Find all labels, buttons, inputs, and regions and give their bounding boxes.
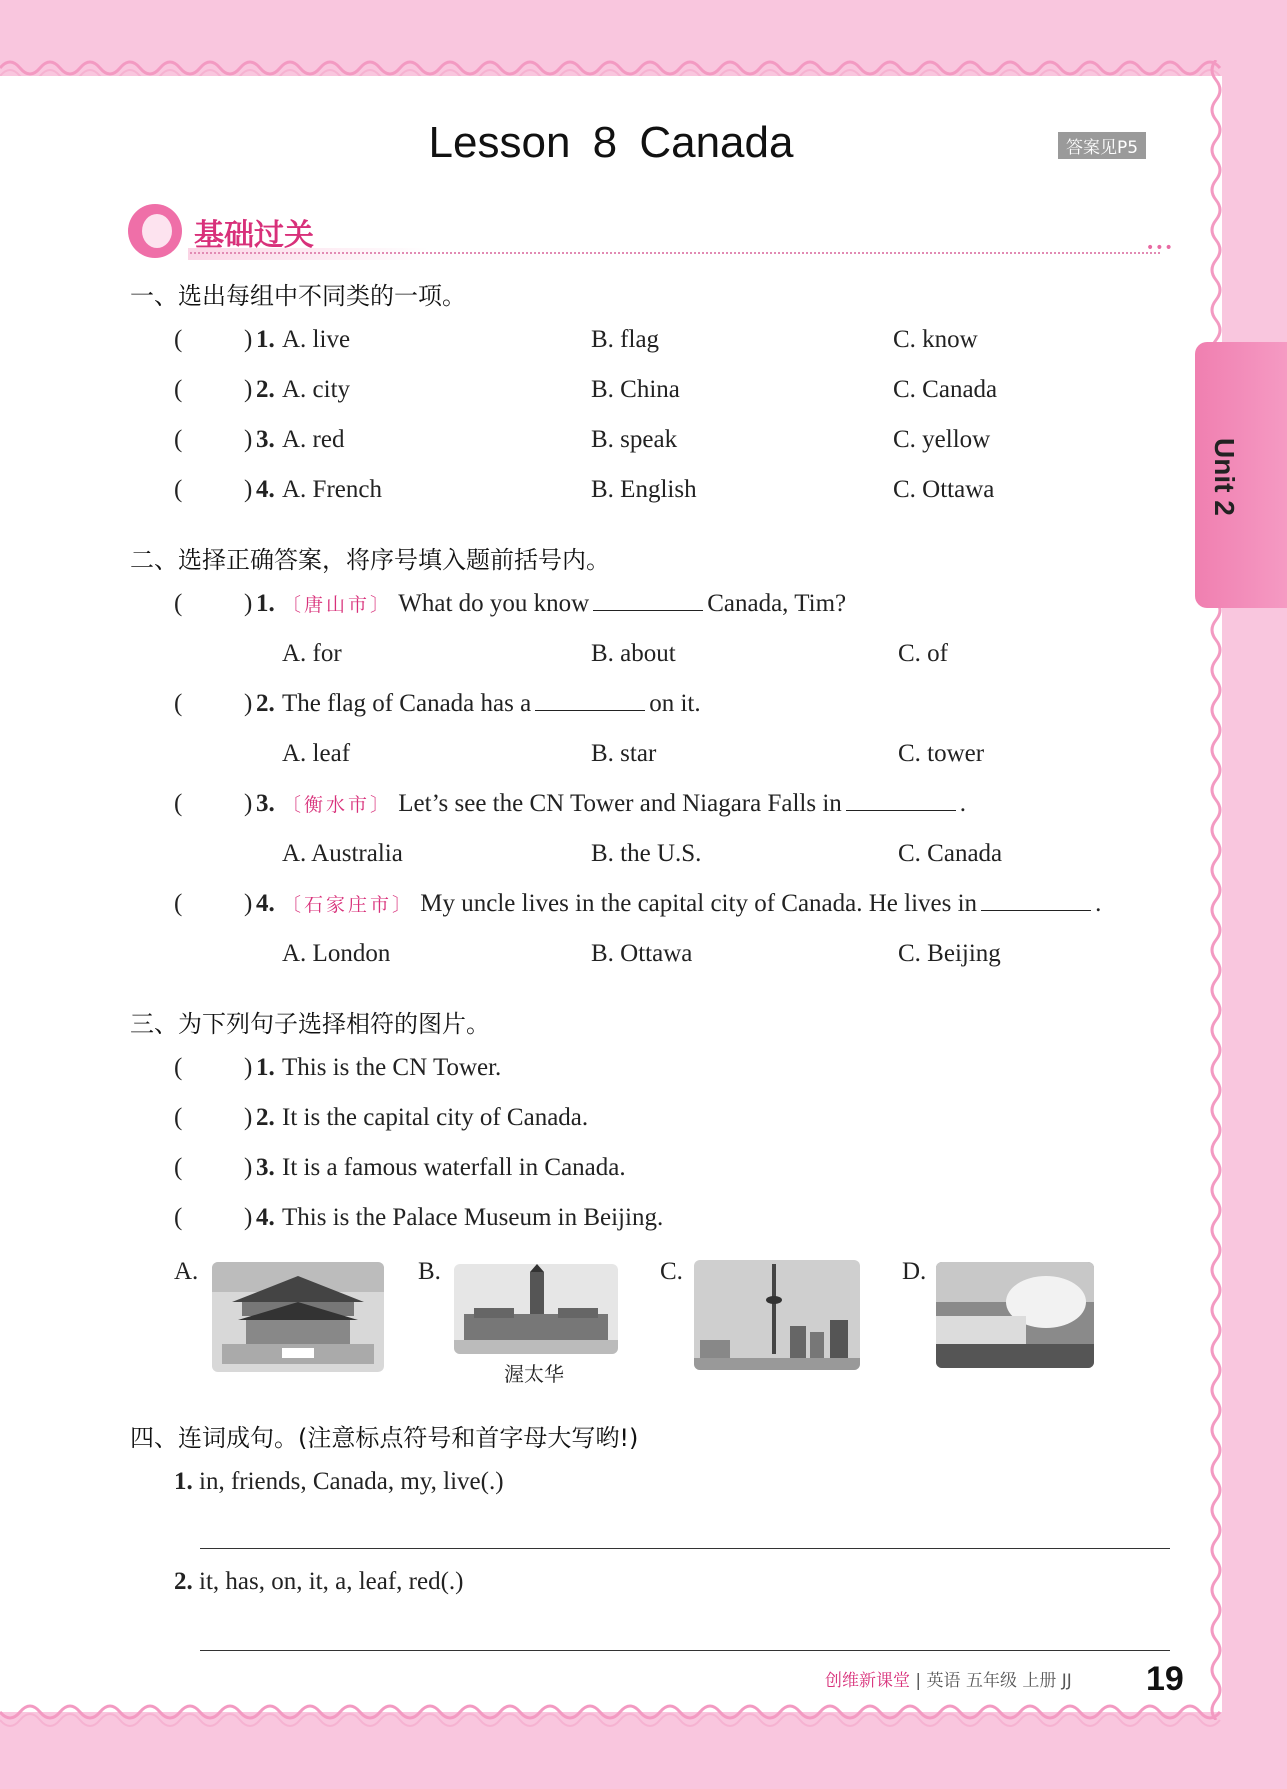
- question-number: 2.: [256, 376, 275, 403]
- source-tag: 〔唐山市〕: [282, 594, 393, 616]
- word-list: in, friends, Canada, my, live(.): [199, 1468, 504, 1495]
- option-c: C. yellow: [893, 426, 991, 453]
- option-b: B. star: [591, 740, 657, 767]
- option-a: A. Australia: [282, 840, 403, 867]
- option-a: A. city: [282, 376, 351, 403]
- part2-question-3: [0, 790, 1222, 826]
- option-c: C. of: [898, 640, 948, 667]
- question-number: 3.: [256, 426, 275, 453]
- answer-paren-close: ): [244, 690, 253, 717]
- option-a: A. French: [282, 476, 382, 503]
- answer-reference-badge: 答案见P5: [1058, 132, 1146, 159]
- question-number: 1.: [256, 1054, 275, 1081]
- option-c: C. Canada: [898, 840, 1003, 867]
- part3-heading: 三、为下列句子选择相符的图片。: [130, 1010, 490, 1038]
- answer-paren-close: ): [244, 1104, 253, 1131]
- answer-paren-open: (: [174, 1054, 183, 1081]
- question-number: 1.: [174, 1468, 193, 1495]
- part4-heading: 四、连词成句。(注意标点符号和首字母大写哟!): [130, 1424, 639, 1452]
- option-c: C. Ottawa: [893, 476, 995, 503]
- option-c: C. Beijing: [898, 940, 1001, 967]
- answer-paren-close: ): [244, 426, 253, 453]
- picture-d-label: D.: [902, 1258, 927, 1285]
- answer-paren-open: (: [174, 476, 183, 503]
- question-number: 2.: [174, 1568, 193, 1595]
- section-header: [128, 200, 1174, 260]
- question-number: 4.: [256, 476, 275, 503]
- answer-line-1[interactable]: [200, 1548, 1170, 1549]
- question-number: 4.: [256, 890, 275, 917]
- ottawa-parliament-picture: [454, 1264, 618, 1354]
- answer-paren-open: (: [174, 376, 183, 403]
- niagara-falls-picture: [936, 1262, 1094, 1368]
- source-tag: 〔石家庄市〕: [282, 894, 415, 916]
- part1-question-3: [0, 426, 1222, 462]
- part1-question-2: [0, 376, 1222, 412]
- fill-blank: [535, 709, 645, 711]
- option-a: A. live: [282, 326, 351, 353]
- option-b: B. the U.S.: [591, 840, 702, 867]
- part2-heading: 二、选择正确答案，将序号填入题前括号内。: [130, 546, 610, 574]
- source-tag: 〔衡水市〕: [282, 794, 393, 816]
- answer-paren-close: ): [244, 590, 253, 617]
- answer-paren-close: ): [244, 476, 253, 503]
- question-number: 2.: [256, 690, 275, 717]
- fill-blank: [981, 909, 1091, 911]
- answer-paren-close: ): [244, 790, 253, 817]
- answer-paren-close: ): [244, 326, 253, 353]
- question-text: It is a famous waterfall in Canada.: [282, 1154, 626, 1181]
- fill-blank: [593, 609, 703, 611]
- question-number: 3.: [256, 1154, 275, 1181]
- part2-question-2: [0, 690, 1222, 726]
- picture-b-caption: 渥太华: [504, 1362, 564, 1386]
- footer-info: [825, 1666, 1072, 1691]
- part3-question-3: [0, 1154, 1222, 1190]
- option-b: B. about: [591, 640, 676, 667]
- question-number: 1.: [256, 590, 275, 617]
- answer-paren-close: ): [244, 1154, 253, 1181]
- part2-options-3: [0, 840, 1222, 876]
- footer-book-info: | 英语 五年级 上册 JJ: [915, 1671, 1072, 1691]
- option-a: A. for: [282, 640, 342, 667]
- answer-paren-open: (: [174, 426, 183, 453]
- stem-text: The flag of Canada has a: [282, 690, 532, 717]
- answer-paren-open: (: [174, 326, 183, 353]
- picture-b-label: B.: [418, 1258, 441, 1285]
- option-c: C. tower: [898, 740, 985, 767]
- picture-a-label: A.: [174, 1258, 199, 1285]
- picture-c-label: C.: [660, 1258, 683, 1285]
- option-a: A. red: [282, 426, 345, 453]
- cartoon-avatar-icon: [128, 204, 182, 258]
- answer-paren-open: (: [174, 890, 183, 917]
- part1-question-1: [0, 326, 1222, 362]
- bottom-wave-border: [0, 1698, 1287, 1738]
- part4-question-1: [174, 1468, 504, 1496]
- stem-text: My uncle lives in the capital city of Canada. He lives in: [420, 890, 978, 917]
- divider-dots: •••: [1146, 240, 1174, 256]
- option-b: B. Ottawa: [591, 940, 693, 967]
- word-list: it, has, on, it, a, leaf, red(.): [199, 1568, 464, 1595]
- part2-question-1: [0, 590, 1222, 626]
- question-number: 4.: [256, 1204, 275, 1231]
- stem-text: Let’s see the CN Tower and Niagara Falls in: [398, 790, 842, 817]
- part2-options-1: [0, 640, 1222, 676]
- section-title: 基础过关: [194, 218, 314, 253]
- cn-tower-picture: [694, 1260, 860, 1370]
- question-text: This is the Palace Museum in Beijing.: [282, 1204, 664, 1231]
- answer-paren-open: (: [174, 690, 183, 717]
- part1-heading: 一、选出每组中不同类的一项。: [130, 282, 466, 310]
- part2-options-4: [0, 940, 1222, 976]
- section-divider: [190, 252, 1160, 254]
- option-b: B. English: [591, 476, 697, 503]
- lesson-title: Lesson 8 Canada: [428, 118, 794, 167]
- palace-museum-picture: [212, 1262, 384, 1372]
- option-b: B. China: [591, 376, 680, 403]
- question-text: This is the CN Tower.: [282, 1054, 502, 1081]
- answer-line-2[interactable]: [200, 1650, 1170, 1651]
- unit-side-tab-label: Unit 2: [1209, 438, 1240, 516]
- question-stem: [282, 690, 701, 718]
- part1-question-4: [0, 476, 1222, 512]
- question-number: 1.: [256, 326, 275, 353]
- part3-question-4: [0, 1204, 1222, 1240]
- answer-paren-open: (: [174, 590, 183, 617]
- option-c: C. know: [893, 326, 978, 353]
- option-b: B. flag: [591, 326, 660, 353]
- option-a: A. leaf: [282, 740, 351, 767]
- fill-blank: [846, 809, 956, 811]
- stem-text: What do you know: [398, 590, 590, 617]
- answer-paren-open: (: [174, 790, 183, 817]
- option-c: C. Canada: [893, 376, 998, 403]
- question-stem: [282, 890, 1101, 918]
- answer-paren-open: (: [174, 1104, 183, 1131]
- answer-paren-open: (: [174, 1204, 183, 1231]
- part2-options-2: [0, 740, 1222, 776]
- answer-paren-close: ): [244, 1204, 253, 1231]
- answer-paren-open: (: [174, 1154, 183, 1181]
- answer-paren-close: ): [244, 376, 253, 403]
- footer-brand: 创维新课堂: [825, 1671, 910, 1691]
- option-a: A. London: [282, 940, 391, 967]
- stem-text-end: .: [1095, 890, 1102, 917]
- answer-paren-close: ): [244, 1054, 253, 1081]
- option-b: B. speak: [591, 426, 678, 453]
- question-text: It is the capital city of Canada.: [282, 1104, 589, 1131]
- question-stem: [282, 790, 966, 818]
- question-stem: [282, 590, 846, 618]
- part3-question-1: [0, 1054, 1222, 1090]
- question-number: 2.: [256, 1104, 275, 1131]
- stem-text-end: Canada, Tim?: [707, 590, 847, 617]
- part2-question-4: [0, 890, 1222, 926]
- page-number: 19: [1146, 1660, 1184, 1698]
- part4-question-2: [174, 1568, 464, 1596]
- answer-paren-close: ): [244, 890, 253, 917]
- part3-question-2: [0, 1104, 1222, 1140]
- stem-text-end: .: [959, 790, 967, 817]
- stem-text-end: on it.: [649, 690, 701, 717]
- question-number: 3.: [256, 790, 275, 817]
